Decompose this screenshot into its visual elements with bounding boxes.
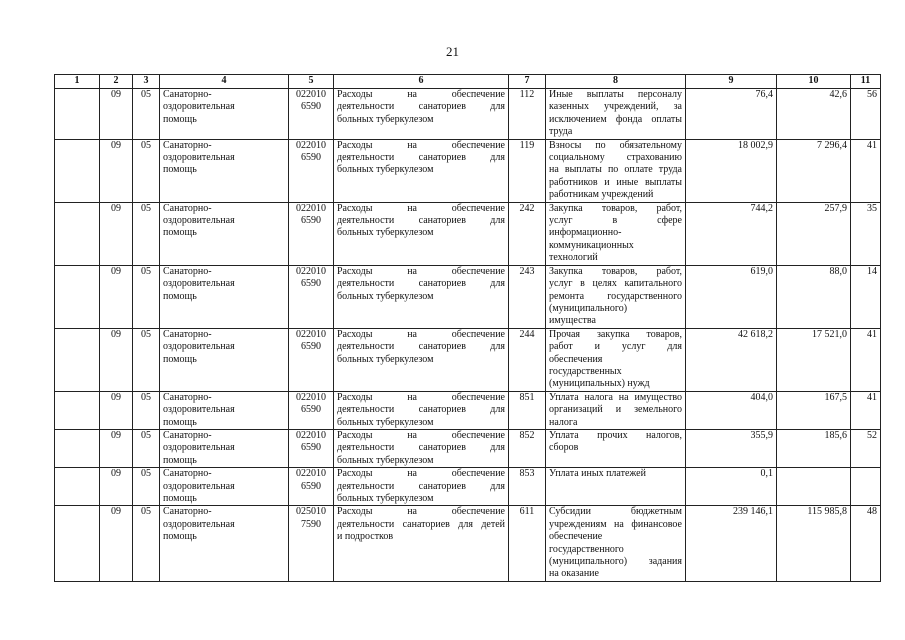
cell-line: оздоровительная	[163, 442, 235, 454]
cell-line: Уплата прочих налогов,	[549, 429, 682, 441]
cell-line: Расходы на обеспечение	[337, 506, 505, 518]
cell-line: (муниципального) задания	[549, 556, 682, 568]
column-header-7: 7	[509, 75, 546, 89]
row-number-cell	[55, 429, 100, 467]
cell-line: налога	[549, 416, 578, 428]
expense-type-name-cell	[546, 506, 686, 582]
cell-line: Закупка товаров, работ,	[549, 202, 682, 214]
cell-line: обеспечения	[549, 353, 603, 365]
cell-line: Санаторно-	[163, 468, 212, 480]
cell-line: больных туберкулезом	[337, 290, 434, 302]
cell-line: (муниципального)	[549, 302, 628, 314]
executed-amount-cell: 167,5	[777, 391, 851, 429]
approved-amount-cell: 744,2	[686, 202, 777, 265]
cell-line: государственных	[549, 365, 622, 377]
table-body	[55, 89, 881, 582]
target-article-cell	[289, 391, 334, 429]
cell-line: казенных учреждений, за	[549, 101, 682, 113]
cell-line: 6590	[301, 215, 321, 227]
section-code-cell: 09	[100, 202, 133, 265]
executed-amount-cell: 7 296,4	[777, 139, 851, 202]
cell-line: больных туберкулезом	[337, 164, 434, 176]
article-name-cell	[334, 391, 509, 429]
target-article-cell	[289, 139, 334, 202]
executed-amount-cell: 17 521,0	[777, 328, 851, 391]
section-code-cell: 09	[100, 468, 133, 506]
cell-line: 022010	[296, 139, 326, 151]
cell-line: оздоровительная	[163, 404, 235, 416]
execution-percent-cell: 41	[851, 139, 881, 202]
section-name-cell	[160, 429, 289, 467]
cell-line: обеспечение	[549, 531, 603, 543]
cell-line: 6590	[301, 480, 321, 492]
article-name-cell	[334, 89, 509, 140]
cell-line: помощь	[163, 227, 197, 239]
cell-line: технологий	[549, 252, 598, 264]
executed-amount-cell: 185,6	[777, 429, 851, 467]
approved-amount-cell: 18 002,9	[686, 139, 777, 202]
cell-line: помощь	[163, 493, 197, 504]
article-name-cell	[334, 506, 509, 582]
cell-line: (муниципальных) нужд	[549, 378, 650, 390]
expense-type-name-cell	[546, 139, 686, 202]
expense-type-code-cell: 853	[509, 468, 546, 506]
target-article-cell	[289, 506, 334, 582]
article-name-cell	[334, 265, 509, 328]
expense-type-code-cell: 611	[509, 506, 546, 582]
cell-line: имущества	[549, 315, 596, 327]
cell-line: больных туберкулезом	[337, 454, 434, 466]
subsection-code-cell: 05	[133, 391, 160, 429]
cell-line: 022010	[296, 265, 326, 277]
column-header-3: 3	[133, 75, 160, 89]
cell-line: коммуникационных	[549, 239, 634, 251]
section-code-cell: 09	[100, 328, 133, 391]
section-code-cell: 09	[100, 506, 133, 582]
cell-line: услуг в сфере	[549, 215, 682, 227]
approved-amount-cell: 404,0	[686, 391, 777, 429]
cell-line: больных туберкулезом	[337, 493, 434, 504]
section-code-cell: 09	[100, 391, 133, 429]
cell-line: Расходы на обеспечение	[337, 139, 505, 151]
cell-line: Расходы на обеспечение	[337, 429, 505, 441]
approved-amount-cell: 76,4	[686, 89, 777, 140]
execution-percent-cell: 41	[851, 328, 881, 391]
cell-line: Взносы по обязательному	[549, 139, 682, 151]
cell-line: помощь	[163, 416, 197, 428]
cell-line: 022010	[296, 328, 326, 340]
cell-line: работникам учреждений	[549, 189, 654, 201]
subsection-code-cell: 05	[133, 202, 160, 265]
target-article-cell	[289, 429, 334, 467]
cell-line: Закупка товаров, работ,	[549, 265, 682, 277]
section-code-cell: 09	[100, 139, 133, 202]
expense-type-name-cell	[546, 202, 686, 265]
section-code-cell: 09	[100, 429, 133, 467]
cell-line: деятельности санаториев для	[337, 101, 505, 113]
table-row	[55, 202, 881, 265]
cell-line: труда	[549, 126, 573, 138]
table-row	[55, 89, 881, 140]
column-header-1: 1	[55, 75, 100, 89]
expense-type-name-cell	[546, 89, 686, 140]
cell-line: оздоровительная	[163, 215, 235, 227]
cell-line: 6590	[301, 152, 321, 164]
subsection-code-cell: 05	[133, 89, 160, 140]
cell-line: Санаторно-	[163, 328, 212, 340]
section-code-cell: 09	[100, 89, 133, 140]
execution-percent-cell: 48	[851, 506, 881, 582]
subsection-code-cell: 05	[133, 265, 160, 328]
cell-line: Санаторно-	[163, 89, 212, 100]
cell-line: оздоровительная	[163, 152, 235, 164]
executed-amount-cell: 88,0	[777, 265, 851, 328]
cell-line: государственного	[549, 543, 624, 555]
cell-line: 6590	[301, 341, 321, 353]
table-row	[55, 468, 881, 506]
section-name-cell	[160, 139, 289, 202]
cell-line: ремонта государственного	[549, 290, 682, 302]
section-name-cell	[160, 89, 289, 140]
section-name-cell	[160, 328, 289, 391]
expense-type-code-cell: 243	[509, 265, 546, 328]
row-number-cell	[55, 89, 100, 140]
cell-line: учреждениям на финансовое	[549, 518, 682, 530]
expense-type-code-cell: 242	[509, 202, 546, 265]
cell-line: оздоровительная	[163, 518, 235, 530]
cell-line: оздоровительная	[163, 341, 235, 353]
cell-line: 022010	[296, 429, 326, 441]
cell-line: оздоровительная	[163, 480, 235, 492]
article-name-cell	[334, 429, 509, 467]
cell-line: деятельности санаториев для	[337, 404, 505, 416]
section-code-cell: 09	[100, 265, 133, 328]
article-name-cell	[334, 139, 509, 202]
executed-amount-cell	[777, 468, 851, 506]
cell-line: оздоровительная	[163, 101, 235, 113]
section-name-cell	[160, 506, 289, 582]
row-number-cell	[55, 328, 100, 391]
execution-percent-cell	[851, 468, 881, 506]
expense-type-name-cell	[546, 328, 686, 391]
cell-line: помощь	[163, 290, 197, 302]
cell-line: на оказание	[549, 568, 599, 580]
subsection-code-cell: 05	[133, 139, 160, 202]
cell-line: 7590	[301, 518, 321, 530]
cell-line: работ и услуг для	[549, 341, 682, 353]
cell-line: Расходы на обеспечение	[337, 89, 505, 100]
approved-amount-cell: 619,0	[686, 265, 777, 328]
cell-line: 6590	[301, 278, 321, 290]
column-header-5: 5	[289, 75, 334, 89]
cell-line: деятельности санаториев для	[337, 215, 505, 227]
target-article-cell	[289, 328, 334, 391]
cell-line: Иные выплаты персоналу	[549, 89, 682, 100]
cell-line: организаций и земельного	[549, 404, 682, 416]
cell-line: Расходы на обеспечение	[337, 328, 505, 340]
executed-amount-cell: 42,6	[777, 89, 851, 140]
cell-line: больных туберкулезом	[337, 353, 434, 365]
subsection-code-cell: 05	[133, 506, 160, 582]
target-article-cell	[289, 265, 334, 328]
table-row	[55, 506, 881, 582]
expense-type-code-cell: 851	[509, 391, 546, 429]
cell-line: 022010	[296, 89, 326, 100]
section-name-cell	[160, 391, 289, 429]
subsection-code-cell: 05	[133, 468, 160, 506]
target-article-cell	[289, 468, 334, 506]
cell-line: 6590	[301, 404, 321, 416]
column-header-9: 9	[686, 75, 777, 89]
cell-line: больных туберкулезом	[337, 416, 434, 428]
cell-line: Санаторно-	[163, 202, 212, 214]
cell-line: 6590	[301, 442, 321, 454]
expense-type-code-cell: 112	[509, 89, 546, 140]
cell-line: Субсидии бюджетным	[549, 506, 682, 518]
budget-table	[54, 74, 881, 582]
cell-line: деятельности санаториев для	[337, 480, 505, 492]
approved-amount-cell: 239 146,1	[686, 506, 777, 582]
target-article-cell	[289, 202, 334, 265]
approved-amount-cell: 0,1	[686, 468, 777, 506]
cell-line: информационно-	[549, 227, 622, 239]
cell-line: Санаторно-	[163, 391, 212, 403]
executed-amount-cell: 257,9	[777, 202, 851, 265]
section-name-cell	[160, 468, 289, 506]
row-number-cell	[55, 265, 100, 328]
cell-line: Санаторно-	[163, 265, 212, 277]
cell-line: Расходы на обеспечение	[337, 468, 505, 480]
row-number-cell	[55, 391, 100, 429]
cell-line: деятельности санаториев для детей	[337, 518, 505, 530]
approved-amount-cell: 42 618,2	[686, 328, 777, 391]
cell-line: помощь	[163, 353, 197, 365]
column-header-4: 4	[160, 75, 289, 89]
table-row	[55, 265, 881, 328]
column-header-6: 6	[334, 75, 509, 89]
cell-line: Прочая закупка товаров,	[549, 328, 682, 340]
cell-line: помощь	[163, 531, 197, 543]
approved-amount-cell: 355,9	[686, 429, 777, 467]
cell-line: помощь	[163, 454, 197, 466]
article-name-cell	[334, 202, 509, 265]
table-row	[55, 328, 881, 391]
cell-line: социальному страхованию	[549, 152, 682, 164]
page-number: 21	[446, 44, 459, 59]
cell-line: 022010	[296, 202, 326, 214]
cell-line: 6590	[301, 101, 321, 113]
cell-line: Уплата налога на имущество	[549, 391, 682, 403]
cell-line: Санаторно-	[163, 506, 212, 518]
article-name-cell	[334, 468, 509, 506]
cell-line: деятельности санаториев для	[337, 341, 505, 353]
header-row	[55, 75, 881, 89]
expense-type-name-cell	[546, 391, 686, 429]
table-row	[55, 139, 881, 202]
cell-line: 022010	[296, 391, 326, 403]
execution-percent-cell: 52	[851, 429, 881, 467]
cell-line: помощь	[163, 164, 197, 176]
subsection-code-cell: 05	[133, 429, 160, 467]
cell-line: Санаторно-	[163, 139, 212, 151]
expense-type-code-cell: 244	[509, 328, 546, 391]
cell-line: Расходы на обеспечение	[337, 391, 505, 403]
cell-line: оздоровительная	[163, 278, 235, 290]
subsection-code-cell: 05	[133, 328, 160, 391]
cell-line: Расходы на обеспечение	[337, 265, 505, 277]
section-name-cell	[160, 202, 289, 265]
expense-type-name-cell	[546, 265, 686, 328]
cell-line: деятельности санаториев для	[337, 442, 505, 454]
column-header-2: 2	[100, 75, 133, 89]
cell-line: и подростков	[337, 531, 394, 543]
column-header-11: 11	[851, 75, 881, 89]
column-header-8: 8	[546, 75, 686, 89]
section-name-cell	[160, 265, 289, 328]
execution-percent-cell: 41	[851, 391, 881, 429]
table-row	[55, 391, 881, 429]
expense-type-name-cell	[546, 468, 686, 506]
execution-percent-cell: 56	[851, 89, 881, 140]
article-name-cell	[334, 328, 509, 391]
cell-line: услуг в целях капитального	[549, 278, 682, 290]
cell-line: деятельности санаториев для	[337, 152, 505, 164]
table-row	[55, 429, 881, 467]
row-number-cell	[55, 468, 100, 506]
row-number-cell	[55, 506, 100, 582]
execution-percent-cell: 35	[851, 202, 881, 265]
expense-type-name-cell	[546, 429, 686, 467]
expense-type-code-cell: 852	[509, 429, 546, 467]
cell-line: Расходы на обеспечение	[337, 202, 505, 214]
cell-line: исключением фонда оплаты	[549, 113, 682, 125]
row-number-cell	[55, 139, 100, 202]
cell-line: Санаторно-	[163, 429, 212, 441]
cell-line: больных туберкулезом	[337, 227, 434, 239]
cell-line: деятельности санаториев для	[337, 278, 505, 290]
target-article-cell	[289, 89, 334, 140]
cell-line: 022010	[296, 468, 326, 480]
cell-line: на выплаты по оплате труда	[549, 164, 682, 176]
cell-line: помощь	[163, 113, 197, 125]
cell-line: сборов	[549, 442, 579, 454]
cell-line: работников и иные выплаты	[549, 176, 682, 188]
executed-amount-cell: 115 985,8	[777, 506, 851, 582]
cell-line: Уплата иных платежей	[549, 468, 646, 480]
column-header-10: 10	[777, 75, 851, 89]
expense-type-code-cell: 119	[509, 139, 546, 202]
cell-line: 025010	[296, 506, 326, 518]
row-number-cell	[55, 202, 100, 265]
execution-percent-cell: 14	[851, 265, 881, 328]
cell-line: больных туберкулезом	[337, 113, 434, 125]
